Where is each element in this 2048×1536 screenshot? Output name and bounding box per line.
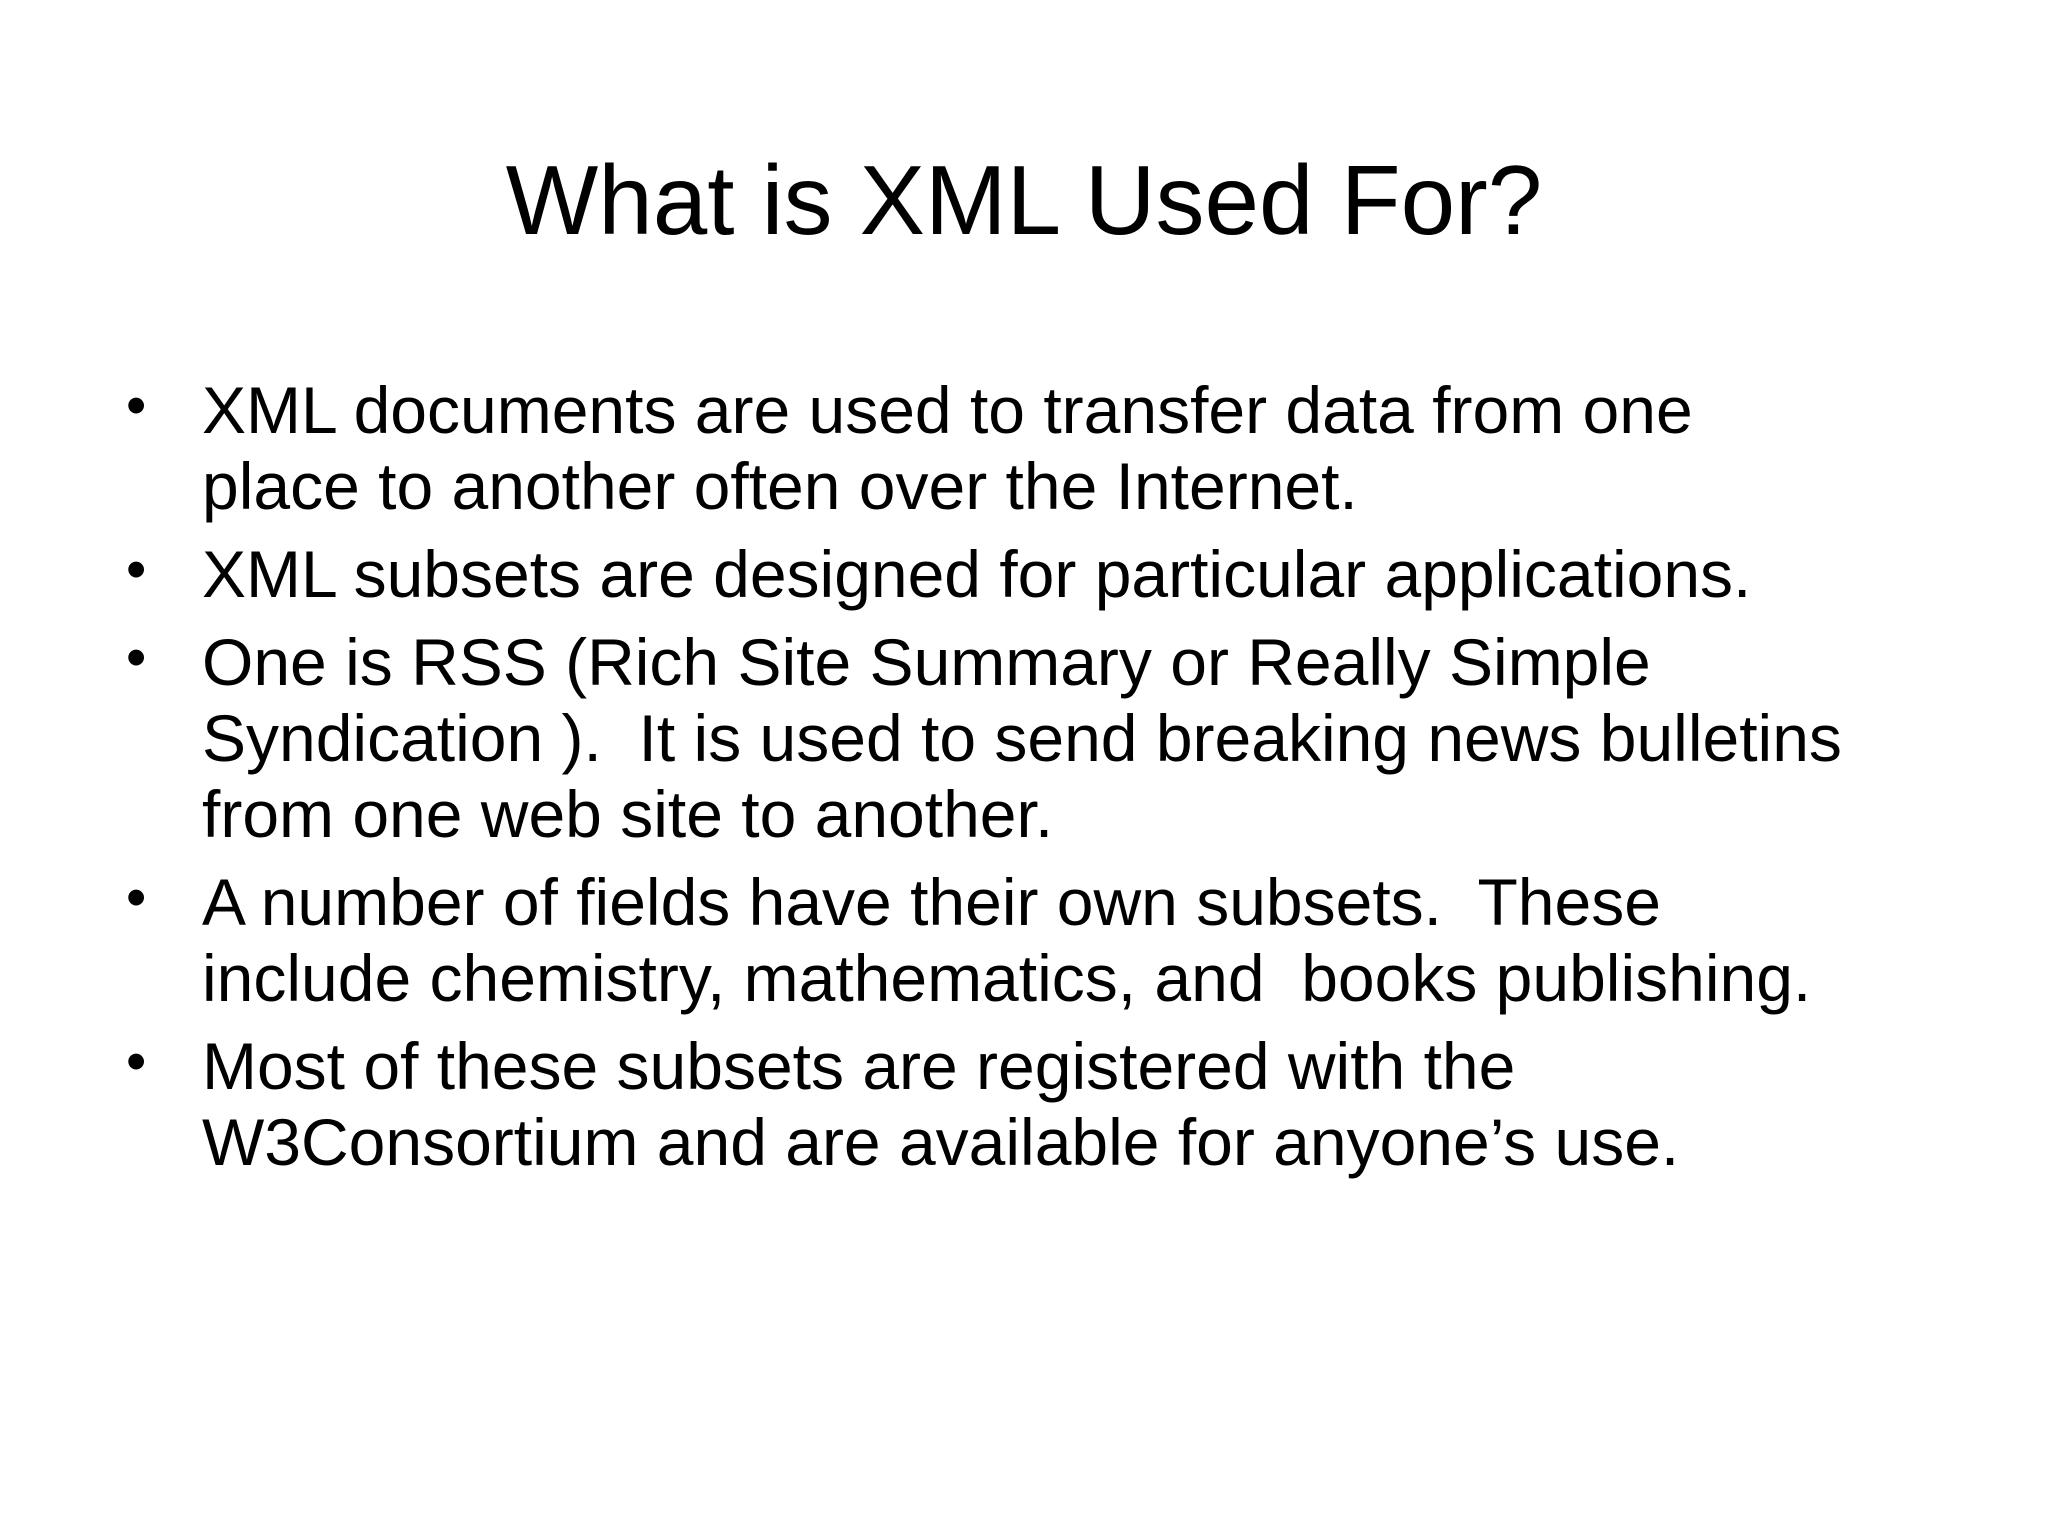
bullet-text-line: XML subsets are designed for particular applications. xyxy=(202,537,1752,611)
bullet-list xyxy=(120,372,1980,1192)
bullet-text-line: Most of these subsets are registered with the xyxy=(202,1029,1516,1103)
bullet-dot-icon: • xyxy=(126,373,147,438)
slide-title: What is XML Used For? xyxy=(505,145,1543,255)
bullet-dot-icon: • xyxy=(126,625,147,690)
bullet-dot-icon: • xyxy=(126,537,147,602)
bullet-text-line: place to another often over the Internet. xyxy=(202,449,1358,523)
bullet-item xyxy=(120,1028,1980,1180)
bullet-dot-icon: • xyxy=(126,865,147,930)
bullet-item xyxy=(120,864,1980,1016)
bullet-item xyxy=(120,372,1980,524)
bullet-text-line: XML documents are used to transfer data from one xyxy=(202,373,1693,447)
bullet-item xyxy=(120,624,1980,852)
bullet-text-line: from one web site to another. xyxy=(202,777,1054,851)
bullet-text-line: Syndication ). It is used to send breaking news bulletins xyxy=(202,701,1842,775)
bullet-text-line: W3Consortium and are available for anyone’s use. xyxy=(202,1105,1680,1179)
bullet-text-line: One is RSS (Rich Site Summary or Really Simple xyxy=(202,625,1651,699)
bullet-dot-icon: • xyxy=(126,1029,147,1094)
bullet-text-line: include chemistry, mathematics, and books publishing. xyxy=(202,941,1812,1015)
bullet-text-line: A number of fields have their own subsets. These xyxy=(202,865,1661,939)
bullet-item xyxy=(120,536,1980,612)
